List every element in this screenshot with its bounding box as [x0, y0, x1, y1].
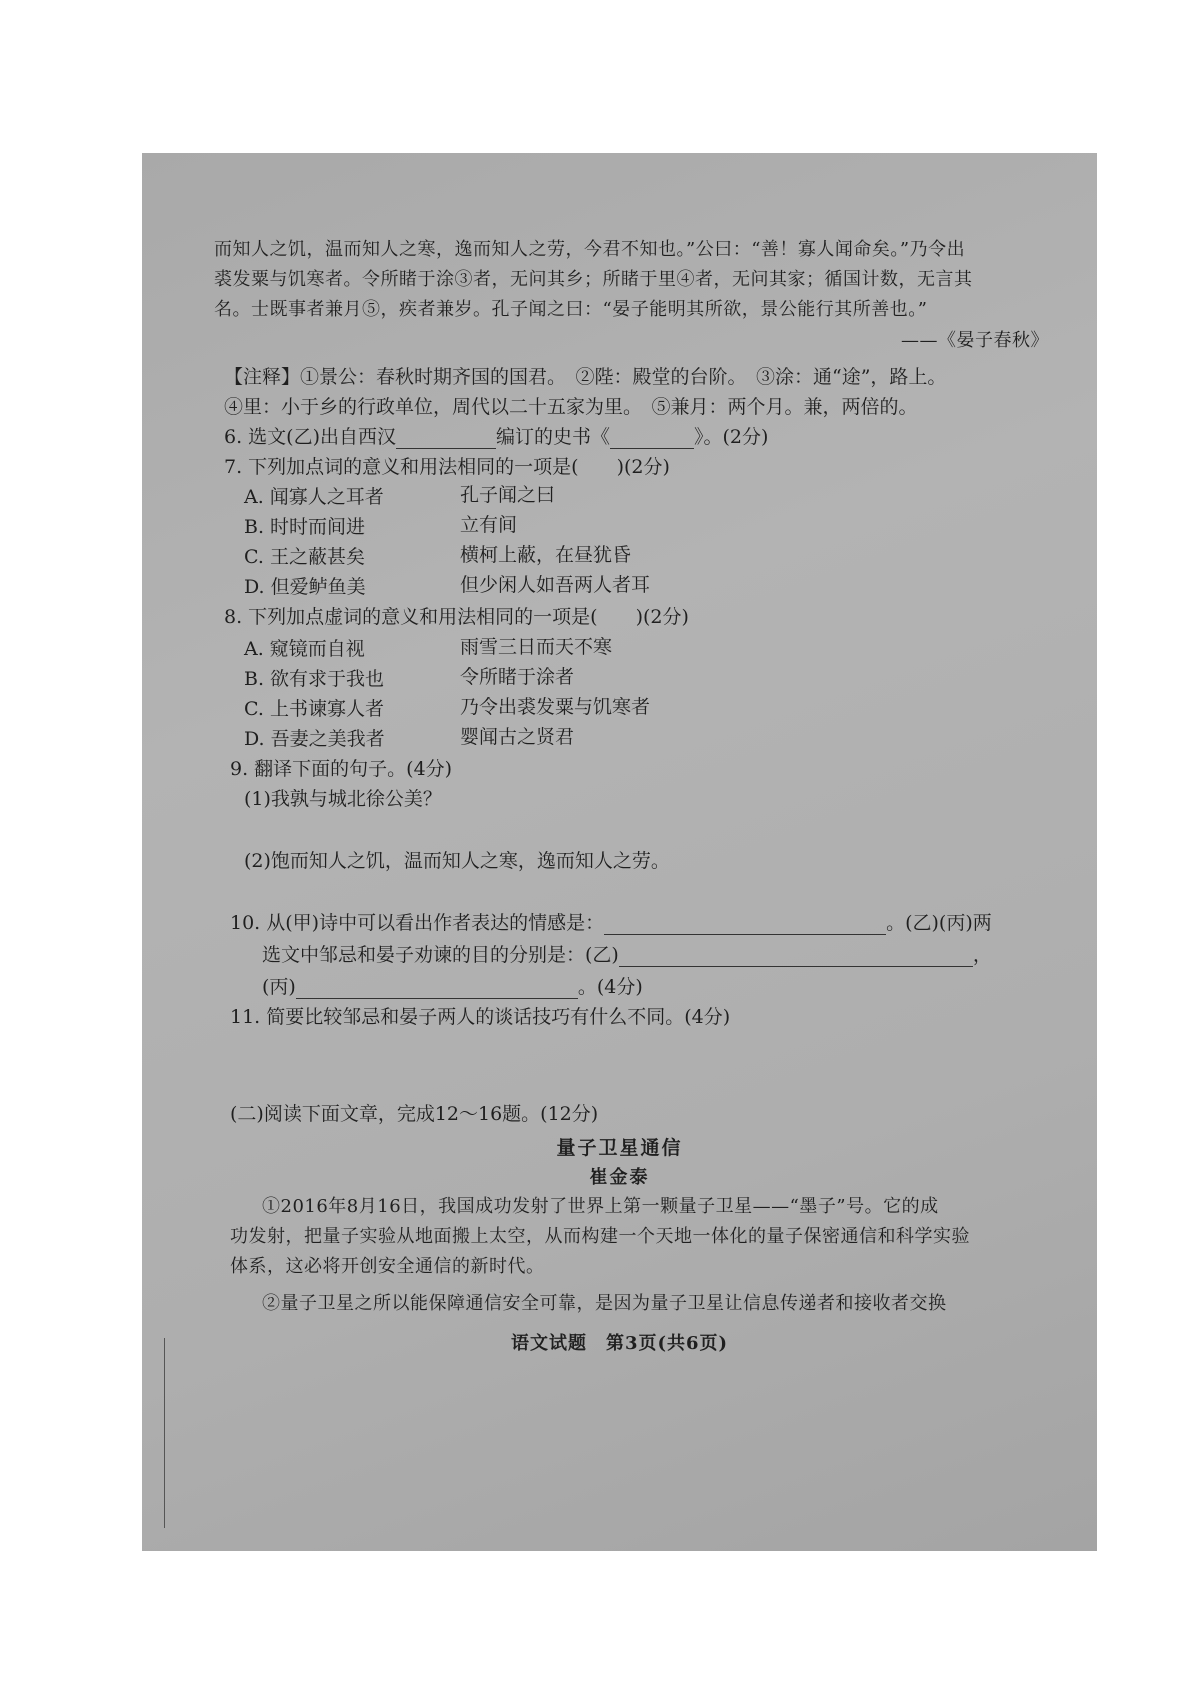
question-6: 6. 选文(乙)出自西汉 编订的史书《 》。(2分) [224, 426, 769, 448]
page-footer: 语文试题 第3页(共6页) [510, 1333, 729, 1354]
q7-option-a-right: 孔子闻之曰 [460, 484, 556, 506]
part-2-heading: (二)阅读下面文章，完成12～16题。(12分) [230, 1103, 599, 1125]
question-10-line-2: 选文中邹忌和晏子劝谏的目的分别是：(乙) ， [262, 944, 992, 966]
question-9-stem: 9. 翻译下面的句子。(4分) [230, 758, 453, 780]
scanned-exam-page [142, 153, 1097, 1551]
annotation-line: ④里：小于乡的行政单位，周代以二十五家为里。 ⑤兼月：两个月。兼，两倍的。 [224, 396, 918, 418]
q8-option-b-right: 令所睹于涂者 [460, 666, 575, 688]
passage-line: 名。士既事者兼月⑤，疾者兼岁。孔子闻之曰：“晏子能明其所欲，景公能行其所善也。” [214, 299, 928, 320]
q8-option-b-left: B. 欲有求于我也 [244, 668, 385, 690]
q8-option-d-right: 婴闻古之贤君 [460, 726, 575, 748]
q8-option-d-left: D. 吾妻之美我者 [244, 728, 385, 750]
q7-option-d-right: 但少闲人如吾两人者耳 [460, 574, 651, 596]
q7-option-b-left: B. 时时而间进 [244, 516, 366, 538]
q8-option-a-left: A. 窥镜而自视 [244, 638, 365, 660]
margin-rule [164, 1338, 165, 1528]
q8-option-a-right: 雨雪三日而天不寒 [460, 636, 613, 658]
annotation-line: 【注释】①景公：春秋时期齐国的国君。 ②陛：殿堂的台阶。 ③涂：通“途”，路上。 [224, 366, 947, 388]
answer-blank[interactable] [604, 914, 886, 935]
passage-line: 裘发粟与饥寒者。令所睹于涂③者，无问其乡；所睹于里④者，无问其家；循国计数，无言其 [214, 269, 973, 290]
passage-source: ——《晏子春秋》 [901, 330, 1049, 351]
question-11: 11. 简要比较邹忌和晏子两人的谈话技巧有什么不同。(4分) [230, 1006, 731, 1028]
answer-blank[interactable] [396, 428, 496, 449]
question-7-stem: 7. 下列加点词的意义和用法相同的一项是( )(2分) [224, 456, 670, 478]
question-10-line-1: 10. 从(甲)诗中可以看出作者表达的情感是： 。(乙)(丙)两 [230, 912, 992, 934]
article-paragraph-line: 体系，这必将开创安全通信的新时代。 [230, 1256, 545, 1277]
q7-option-d-left: D. 但爱鲈鱼美 [244, 576, 366, 598]
article-paragraph-line: ①2016年8月16日，我国成功发射了世界上第一颗量子卫星——“墨子”号。它的成 [262, 1196, 939, 1217]
q7-option-a-left: A. 闻寡人之耳者 [244, 486, 384, 508]
q7-option-b-right: 立有间 [460, 514, 518, 536]
q8-option-c-left: C. 上书谏寡人者 [244, 698, 384, 720]
q7-option-c-right: 横柯上蔽，在昼犹昏 [460, 544, 632, 566]
q7-option-c-left: C. 王之蔽甚矣 [244, 546, 365, 568]
article-title: 量子卫星通信 [556, 1137, 683, 1159]
answer-blank[interactable] [619, 946, 973, 967]
q9-sentence-2: (2)饱而知人之饥，温而知人之寒，逸而知人之劳。 [244, 850, 670, 872]
passage-line: 而知人之饥，温而知人之寒，逸而知人之劳，今君不知也。”公曰：“善！寡人闻命矣。”乃令出 [214, 239, 966, 260]
article-paragraph-line: 功发射，把量子实验从地面搬上太空，从而构建一个天地一体化的量子保密通信和科学实验 [230, 1226, 970, 1247]
q8-option-c-right: 乃令出裘发粟与饥寒者 [460, 696, 651, 718]
article-author: 崔金泰 [589, 1167, 650, 1188]
question-10-line-3: (丙) 。(4分) [262, 976, 643, 998]
answer-blank[interactable] [296, 978, 578, 999]
q9-sentence-1: (1)我孰与城北徐公美？ [244, 788, 442, 810]
answer-blank[interactable] [610, 428, 694, 449]
article-paragraph-line: ②量子卫星之所以能保障通信安全可靠，是因为量子卫星让信息传递者和接收者交换 [262, 1293, 947, 1314]
question-8-stem: 8. 下列加点虚词的意义和用法相同的一项是( )(2分) [224, 606, 689, 628]
